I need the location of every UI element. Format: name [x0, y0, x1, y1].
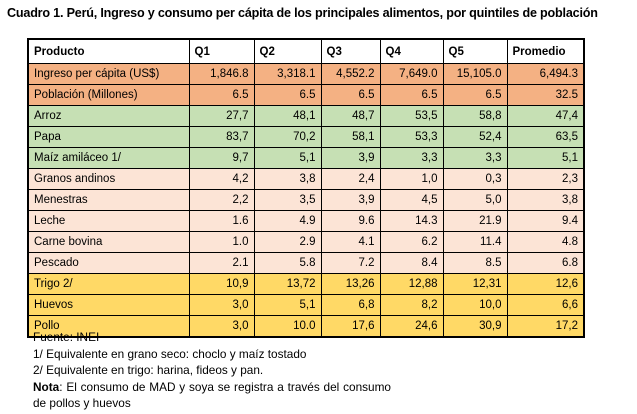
value-cell: 3,3 — [380, 148, 443, 169]
footnotes-block — [33, 329, 403, 412]
value-cell: 5,0 — [443, 190, 507, 211]
value-cell: 9.6 — [321, 211, 380, 232]
value-cell: 30,9 — [443, 316, 507, 338]
product-cell: Arroz — [28, 106, 189, 127]
column-header-producto: Producto — [28, 39, 189, 64]
value-cell: 2.1 — [189, 253, 254, 274]
value-cell: 6.5 — [380, 85, 443, 106]
value-cell: 2,3 — [507, 169, 584, 190]
value-cell: 5,1 — [507, 148, 584, 169]
value-cell: 3,8 — [507, 190, 584, 211]
value-cell: 2,4 — [321, 169, 380, 190]
table-row — [28, 253, 584, 274]
value-cell: 21.9 — [443, 211, 507, 232]
value-cell: 83,7 — [189, 127, 254, 148]
value-cell: 12,31 — [443, 274, 507, 295]
value-cell: 3,9 — [321, 148, 380, 169]
value-cell: 32.5 — [507, 85, 584, 106]
product-cell: Trigo 2/ — [28, 274, 189, 295]
value-cell: 17,6 — [321, 316, 380, 338]
value-cell: 7.2 — [321, 253, 380, 274]
value-cell: 6,494.3 — [507, 64, 584, 85]
value-cell: 10,9 — [189, 274, 254, 295]
value-cell: 5,1 — [254, 148, 321, 169]
value-cell: 1.0 — [189, 232, 254, 253]
column-header-q3: Q3 — [321, 39, 380, 64]
column-header-q1: Q1 — [189, 39, 254, 64]
product-cell: Pescado — [28, 253, 189, 274]
value-cell: 14.3 — [380, 211, 443, 232]
column-header-q5: Q5 — [443, 39, 507, 64]
value-cell: 4.1 — [321, 232, 380, 253]
column-header-q2: Q2 — [254, 39, 321, 64]
value-cell: 8.4 — [380, 253, 443, 274]
value-cell: 4.8 — [507, 232, 584, 253]
column-header-q4: Q4 — [380, 39, 443, 64]
value-cell: 6.5 — [443, 85, 507, 106]
value-cell: 9.4 — [507, 211, 584, 232]
value-cell: 5,1 — [254, 295, 321, 316]
value-cell: 3,8 — [254, 169, 321, 190]
table-row — [28, 274, 584, 295]
value-cell: 12,6 — [507, 274, 584, 295]
value-cell: 47,4 — [507, 106, 584, 127]
value-cell: 2.9 — [254, 232, 321, 253]
value-cell: 13,72 — [254, 274, 321, 295]
value-cell: 6.5 — [321, 85, 380, 106]
value-cell: 53,3 — [380, 127, 443, 148]
value-cell: 3,3 — [443, 148, 507, 169]
table-row — [28, 169, 584, 190]
column-header-promedio: Promedio — [507, 39, 584, 64]
table-title: Cuadro 1. Perú, Ingreso y consumo per cápita de los principales alimentos, por quintiles de población — [7, 6, 598, 20]
value-cell: 8,2 — [380, 295, 443, 316]
value-cell: 4,5 — [380, 190, 443, 211]
value-cell: 9,7 — [189, 148, 254, 169]
footnote-1: 1/ Equivalente en grano seco: choclo y maíz tostado — [33, 346, 307, 361]
value-cell: 11.4 — [443, 232, 507, 253]
table-row — [28, 148, 584, 169]
value-cell: 1,0 — [380, 169, 443, 190]
value-cell: 7,649.0 — [380, 64, 443, 85]
value-cell: 3,0 — [189, 316, 254, 338]
value-cell: 53,5 — [380, 106, 443, 127]
value-cell: 5.8 — [254, 253, 321, 274]
nota-text: : El consumo de MAD y soya se registra a través del consumo de pollos y huevos — [33, 379, 391, 410]
value-cell: 6.5 — [189, 85, 254, 106]
value-cell: 70,2 — [254, 127, 321, 148]
value-cell: 6,8 — [321, 295, 380, 316]
header-row — [28, 39, 584, 64]
value-cell: 10.0 — [254, 316, 321, 338]
product-cell: Leche — [28, 211, 189, 232]
nota-note — [33, 379, 391, 412]
value-cell: 12,88 — [380, 274, 443, 295]
product-cell: Población (Millones) — [28, 85, 189, 106]
table-row — [28, 127, 584, 148]
product-cell: Ingreso per cápita (US$) — [28, 64, 189, 85]
table-row — [28, 190, 584, 211]
value-cell: 17,2 — [507, 316, 584, 338]
value-cell: 6.2 — [380, 232, 443, 253]
value-cell: 52,4 — [443, 127, 507, 148]
product-cell: Carne bovina — [28, 232, 189, 253]
value-cell: 13,26 — [321, 274, 380, 295]
value-cell: 4,2 — [189, 169, 254, 190]
value-cell: 15,105.0 — [443, 64, 507, 85]
value-cell: 58,1 — [321, 127, 380, 148]
value-cell: 0,3 — [443, 169, 507, 190]
value-cell: 6.5 — [254, 85, 321, 106]
value-cell: 1.6 — [189, 211, 254, 232]
product-cell: Huevos — [28, 295, 189, 316]
value-cell: 4.9 — [254, 211, 321, 232]
value-cell: 2,2 — [189, 190, 254, 211]
footnote-2: 2/ Equivalente en trigo: harina, fideos y pan. — [33, 363, 264, 377]
value-cell: 58,8 — [443, 106, 507, 127]
value-cell: 63,5 — [507, 127, 584, 148]
value-cell: 48,7 — [321, 106, 380, 127]
table-row — [28, 211, 584, 232]
product-cell: Menestras — [28, 190, 189, 211]
value-cell: 1,846.8 — [189, 64, 254, 85]
table-row — [28, 295, 584, 316]
table-row — [28, 64, 584, 85]
value-cell: 10,0 — [443, 295, 507, 316]
value-cell: 6,6 — [507, 295, 584, 316]
value-cell: 4,552.2 — [321, 64, 380, 85]
source-note: Fuente: INEI — [33, 330, 100, 344]
value-cell: 24,6 — [380, 316, 443, 338]
product-cell: Granos andinos — [28, 169, 189, 190]
table-row — [28, 85, 584, 106]
value-cell: 27,7 — [189, 106, 254, 127]
value-cell: 8.5 — [443, 253, 507, 274]
value-cell: 3,0 — [189, 295, 254, 316]
value-cell: 6.8 — [507, 253, 584, 274]
nota-label: Nota — [33, 379, 60, 394]
table-row — [28, 106, 584, 127]
table-row — [28, 232, 584, 253]
product-cell: Maíz amiláceo 1/ — [28, 148, 189, 169]
value-cell: 48,1 — [254, 106, 321, 127]
product-cell: Pollo — [28, 316, 189, 338]
value-cell: 3,5 — [254, 190, 321, 211]
table-body — [28, 64, 584, 338]
value-cell: 3,318.1 — [254, 64, 321, 85]
product-cell: Papa — [28, 127, 189, 148]
value-cell: 3,9 — [321, 190, 380, 211]
data-table — [27, 38, 585, 338]
